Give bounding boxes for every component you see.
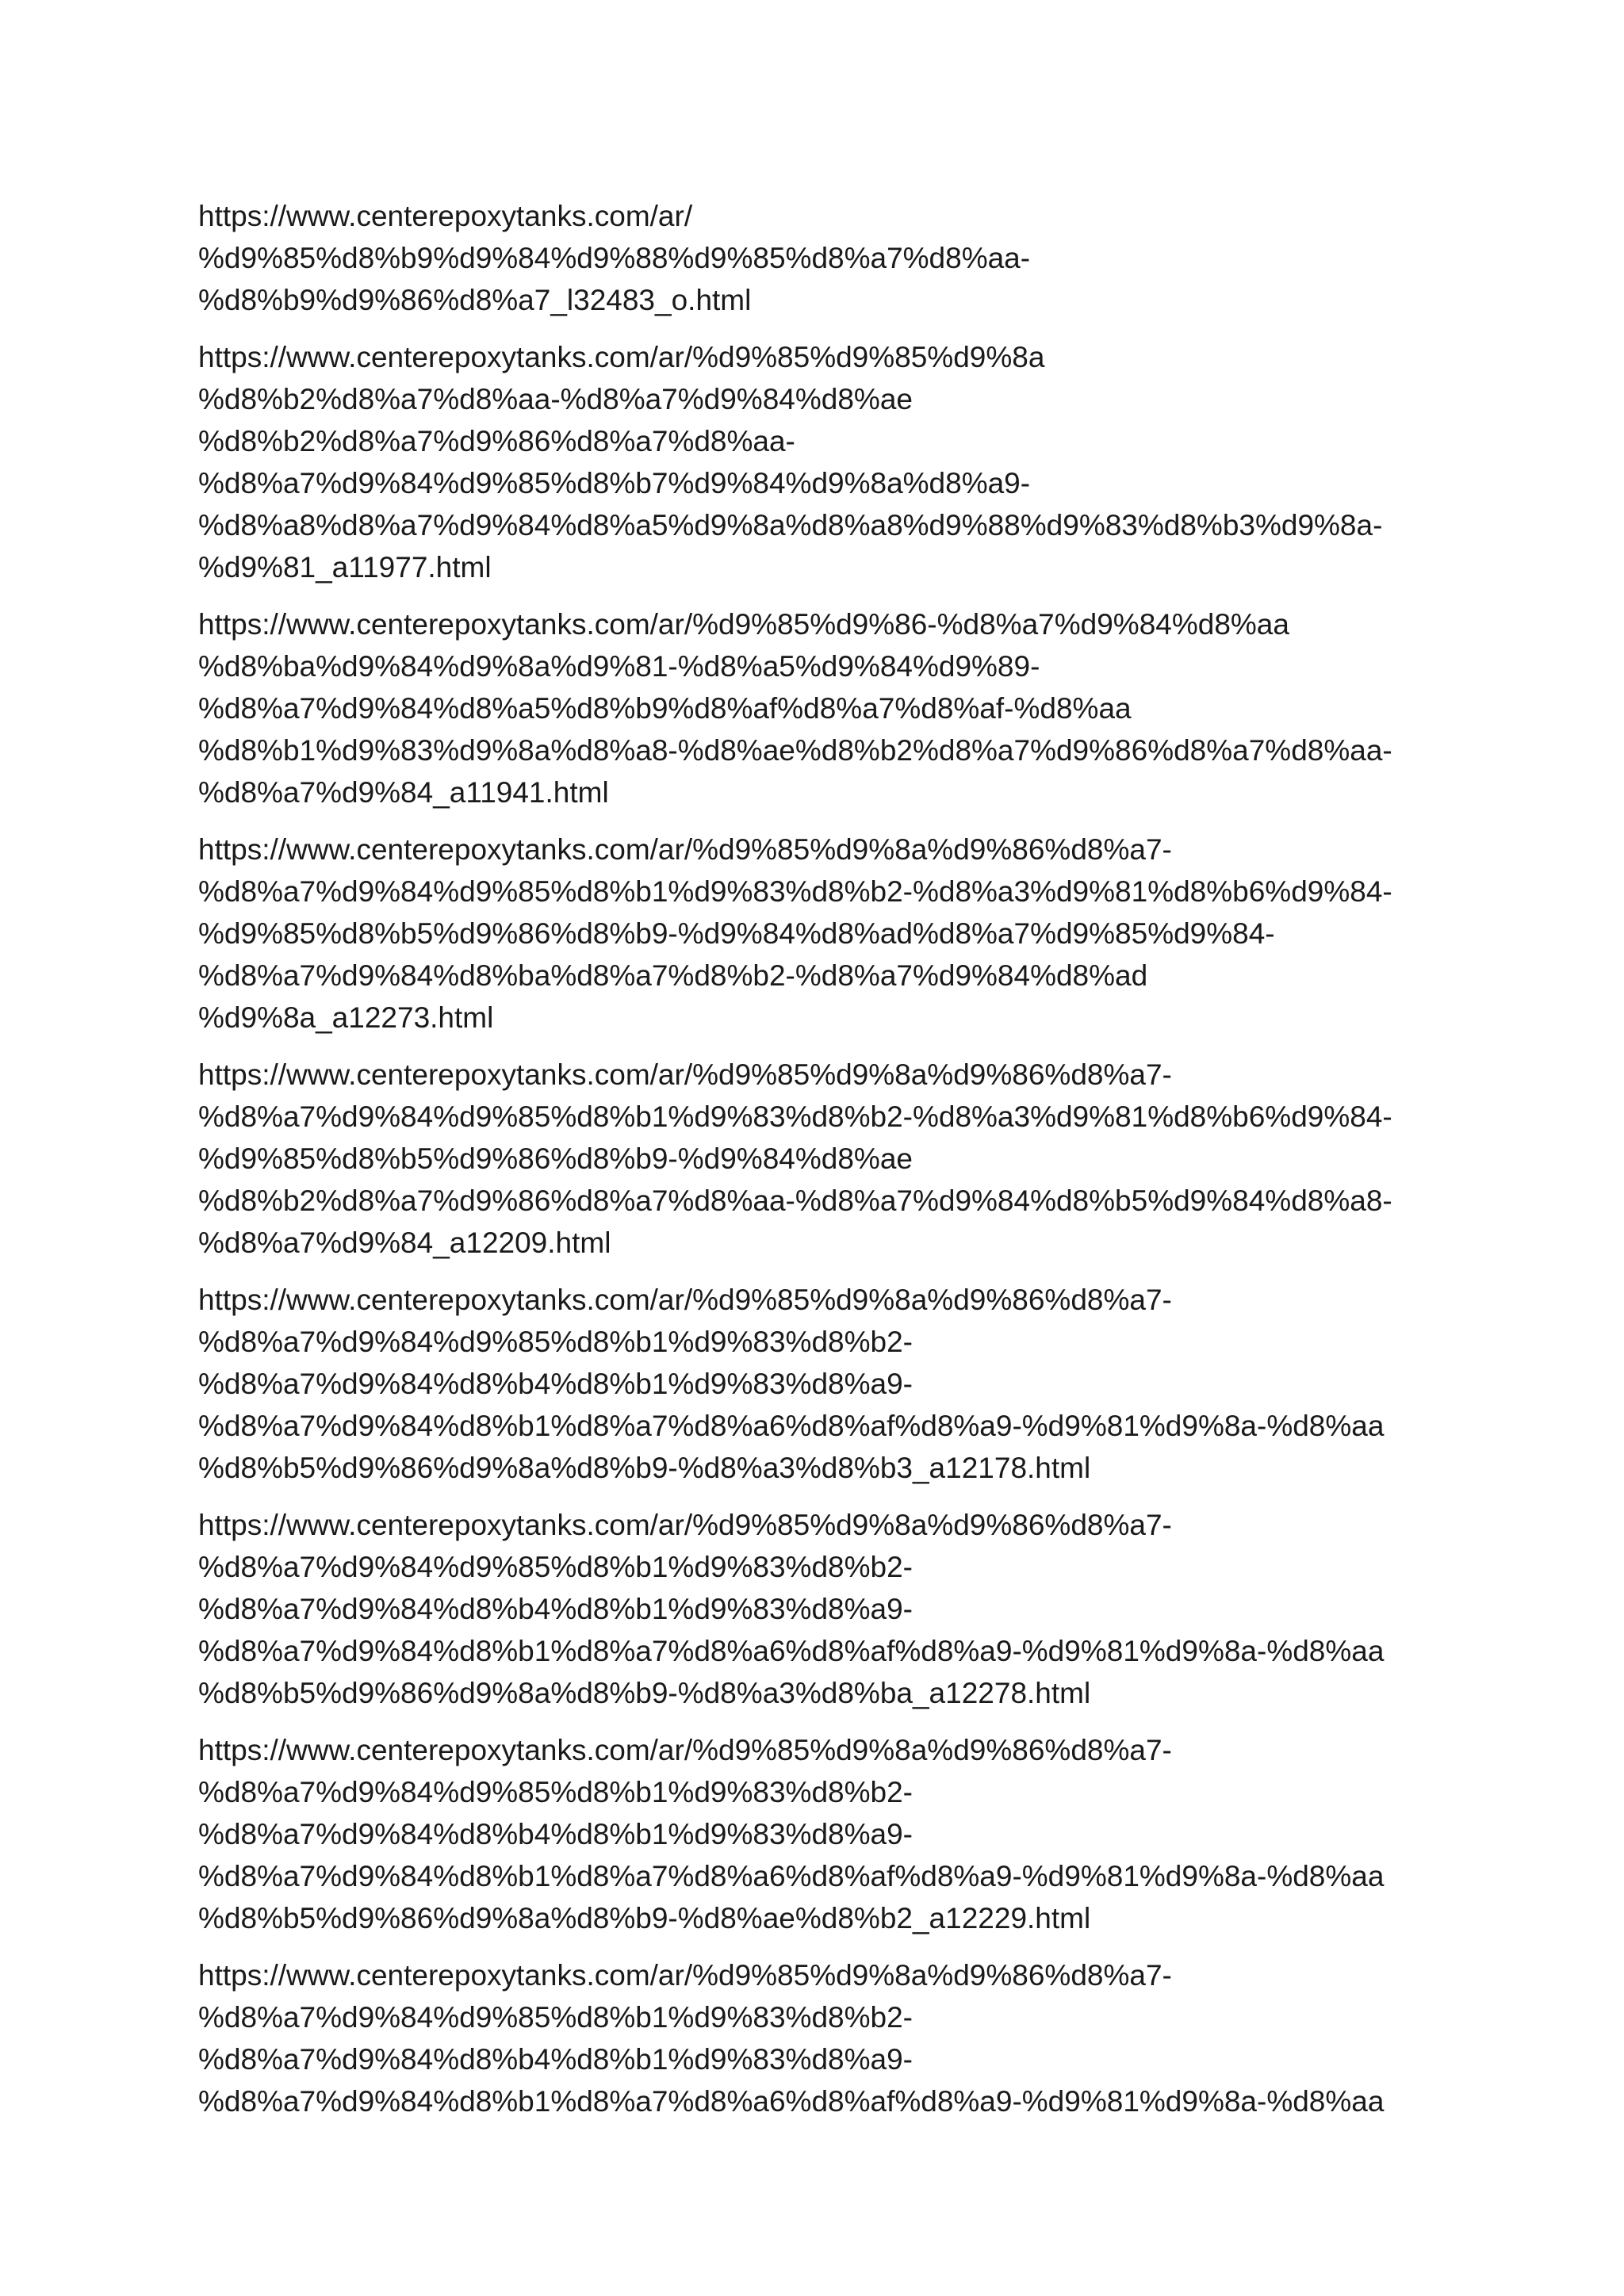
url-line: https://www.centerepoxytanks.com/ar/%d9%85%d9%8a%d9%86%d8%a7- — [198, 1058, 1172, 1091]
url-line: %d8%a7%d9%84%d9%85%d8%b1%d9%83%d8%b2- — [198, 2001, 913, 2034]
url-line: https://www.centerepoxytanks.com/ar/%d9%85%d9%8a%d9%86%d8%a7- — [198, 1959, 1172, 1992]
url-line: https://www.centerepoxytanks.com/ar/%d9%85%d9%85%d9%8a — [198, 341, 1045, 373]
url-line: %d8%a7%d9%84%d8%b4%d8%b1%d9%83%d8%a9- — [198, 1593, 913, 1625]
url-line: %d8%a7%d9%84%d9%85%d8%b7%d9%84%d9%8a%d8%a9- — [198, 467, 1031, 499]
url-line: %d8%b2%d8%a7%d9%86%d8%a7%d8%aa-%d8%a7%d9%84%d8%b5%d9%84%d8%a8- — [198, 1184, 1392, 1217]
url-line: %d9%81_a11977.html — [198, 551, 492, 584]
url-entry[interactable] — [198, 603, 1435, 813]
url-entry[interactable] — [198, 1729, 1435, 1939]
url-line: %d8%a7%d9%84%d9%85%d8%b1%d9%83%d8%b2-%d8%a3%d9%81%d8%b6%d9%84- — [198, 875, 1392, 908]
url-line: https://www.centerepoxytanks.com/ar/%d9%85%d9%8a%d9%86%d8%a7- — [198, 833, 1172, 866]
url-line: %d8%b5%d9%86%d9%8a%d8%b9-%d8%a3%d8%ba_a12278.html — [198, 1677, 1091, 1709]
url-line: %d8%a8%d8%a7%d9%84%d8%a5%d9%8a%d8%a8%d9%88%d9%83%d8%b3%d9%8a- — [198, 509, 1383, 541]
url-line: %d9%85%d8%b5%d9%86%d8%b9-%d9%84%d8%ae — [198, 1142, 913, 1175]
url-line: %d8%a7%d9%84%d8%b1%d8%a7%d8%a6%d8%af%d8%a9-%d9%81%d9%8a-%d8%aa — [198, 1635, 1385, 1667]
url-line: %d8%a7%d9%84%d8%b4%d8%b1%d9%83%d8%a9- — [198, 1818, 913, 1850]
url-line: %d8%b5%d9%86%d9%8a%d8%b9-%d8%a3%d8%b3_a12178.html — [198, 1452, 1091, 1484]
url-entry[interactable] — [198, 828, 1435, 1039]
url-line: %d8%a7%d9%84%d8%b4%d8%b1%d9%83%d8%a9- — [198, 2043, 913, 2076]
url-line: %d8%a7%d9%84%d9%85%d8%b1%d9%83%d8%b2- — [198, 1551, 913, 1583]
url-line: %d8%b1%d9%83%d9%8a%d8%a8-%d8%ae%d8%b2%d8%a7%d9%86%d8%a7%d8%aa- — [198, 734, 1392, 767]
url-line: %d9%85%d8%b9%d9%84%d9%88%d9%85%d8%a7%d8%aa- — [198, 242, 1031, 274]
url-line: %d8%a7%d9%84_a12209.html — [198, 1226, 611, 1259]
url-line: %d9%85%d8%b5%d9%86%d8%b9-%d9%84%d8%ad%d8%a7%d9%85%d9%84- — [198, 917, 1275, 950]
url-line: https://www.centerepoxytanks.com/ar/ — [198, 200, 693, 232]
url-list — [198, 195, 1435, 2137]
url-line: %d9%8a_a12273.html — [198, 1001, 494, 1034]
url-line: %d8%a7%d9%84%d8%a5%d8%b9%d8%af%d8%a7%d8%af-%d8%aa — [198, 692, 1132, 725]
url-line: https://www.centerepoxytanks.com/ar/%d9%85%d9%8a%d9%86%d8%a7- — [198, 1509, 1172, 1541]
url-line: %d8%a7%d9%84%d8%b1%d8%a7%d8%a6%d8%af%d8%a9-%d9%81%d9%8a-%d8%aa — [198, 1860, 1385, 1892]
url-entry[interactable] — [198, 1279, 1435, 1489]
url-entry[interactable] — [198, 1504, 1435, 1714]
url-entry[interactable] — [198, 1054, 1435, 1264]
url-line: https://www.centerepoxytanks.com/ar/%d9%85%d9%8a%d9%86%d8%a7- — [198, 1284, 1172, 1316]
url-line: %d8%ba%d9%84%d9%8a%d9%81-%d8%a5%d9%84%d9%89- — [198, 650, 1040, 683]
url-line: %d8%a7%d9%84_a11941.html — [198, 776, 609, 809]
url-line: %d8%b9%d9%86%d8%a7_l32483_o.html — [198, 284, 752, 316]
url-line: %d8%a7%d9%84%d8%b4%d8%b1%d9%83%d8%a9- — [198, 1368, 913, 1400]
url-entry[interactable] — [198, 195, 1435, 321]
url-line: %d8%b2%d8%a7%d8%aa-%d8%a7%d9%84%d8%ae — [198, 383, 913, 415]
url-line: %d8%a7%d9%84%d9%85%d8%b1%d9%83%d8%b2- — [198, 1326, 913, 1358]
url-line: %d8%a7%d9%84%d8%ba%d8%a7%d8%b2-%d8%a7%d9%84%d8%ad — [198, 959, 1148, 992]
url-line: https://www.centerepoxytanks.com/ar/%d9%85%d9%8a%d9%86%d8%a7- — [198, 1734, 1172, 1766]
url-line: %d8%b2%d8%a7%d9%86%d8%a7%d8%aa- — [198, 425, 795, 457]
url-line: %d8%a7%d9%84%d8%b1%d8%a7%d8%a6%d8%af%d8%a9-%d9%81%d9%8a-%d8%aa — [198, 2085, 1385, 2118]
url-line: %d8%a7%d9%84%d9%85%d8%b1%d9%83%d8%b2- — [198, 1776, 913, 1808]
url-line: %d8%b5%d9%86%d9%8a%d8%b9-%d8%ae%d8%b2_a12229.html — [198, 1902, 1091, 1934]
url-line: https://www.centerepoxytanks.com/ar/%d9%85%d9%86-%d8%a7%d9%84%d8%aa — [198, 608, 1289, 641]
url-line: %d8%a7%d9%84%d9%85%d8%b1%d9%83%d8%b2-%d8%a3%d9%81%d8%b6%d9%84- — [198, 1100, 1392, 1133]
url-entry[interactable] — [198, 1954, 1435, 2122]
url-line: %d8%a7%d9%84%d8%b1%d8%a7%d8%a6%d8%af%d8%a9-%d9%81%d9%8a-%d8%aa — [198, 1410, 1385, 1442]
url-entry[interactable] — [198, 336, 1435, 588]
